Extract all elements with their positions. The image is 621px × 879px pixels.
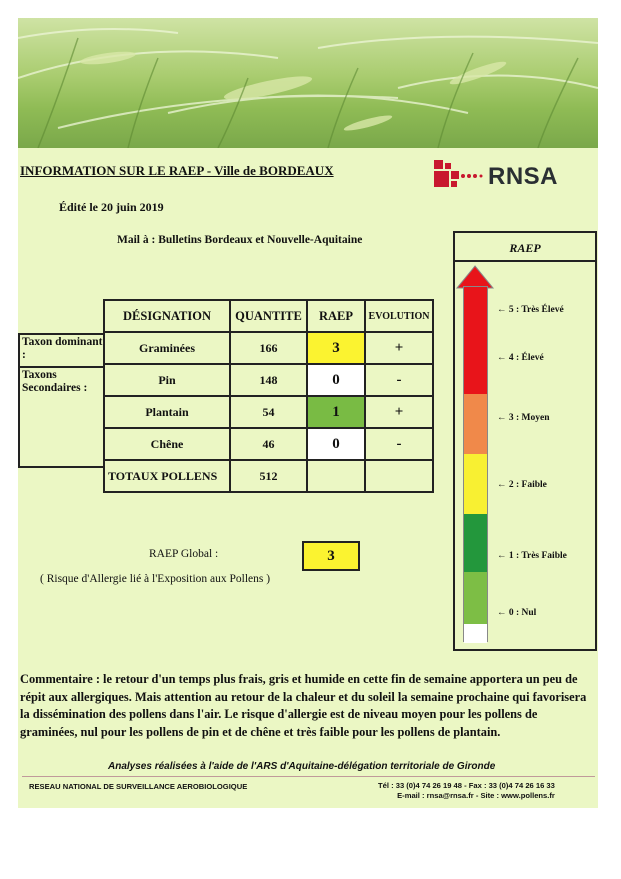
bar-level-1 [464,572,487,624]
bar-level-0 [464,624,487,643]
table-row [104,396,433,428]
row-raep: 3 [307,332,365,364]
table-total-row [104,460,433,492]
scale-level-2: ← 2 : Faible [497,480,547,490]
page-title: INFORMATION SUR LE RAEP - Ville de BORDEAUX [20,163,334,178]
table-row [104,332,433,364]
row-evolution: - [365,428,433,460]
scale-level-0: ← 0 : Nul [497,608,537,618]
bar-level-3 [464,454,487,514]
total-quantity: 512 [230,460,307,492]
scale-title: RAEP [509,241,541,255]
raep-color-bar [463,286,488,642]
row-raep: 0 [307,364,365,396]
row-quantity: 46 [230,428,307,460]
network-name: RESEAU NATIONAL DE SURVEILLANCE AEROBIOLOGIQUE [29,782,248,791]
comment-text: Commentaire : le retour d'un temps plus frais, gris et humide en cette fin de semaine apportera un peu de répit aux allergiques. Mais attention au retour de la chaleur et du soleil la semaine prochaine qui favorisera la dissémination des pollens dans l'air. Le risque d'allergie est de niveau moyen pour les pollens de graminées, nul pour les pollens de pin et de chêne et très faible pour les pollens de plantain. [20,672,587,739]
header-raep: RAEP [307,300,365,332]
row-raep: 0 [307,428,365,460]
row-quantity: 166 [230,332,307,364]
row-evolution: - [365,364,433,396]
total-evolution-empty [365,460,433,492]
total-label: TOTAUX POLLENS [104,460,230,492]
pollen-table [103,299,434,493]
header-designation: DÉSIGNATION [104,300,230,332]
bar-level-5 [464,287,487,356]
email-site: E-mail : rnsa@rnsa.fr - Site : www.pollens.fr [397,791,555,800]
header-quantite: QUANTITE [230,300,307,332]
row-name: Chêne [104,428,230,460]
scale-level-4: ← 4 : Élevé [497,353,544,363]
raep-global-label: RAEP Global : [149,548,219,560]
logo-text: RNSA [488,163,559,190]
scale-divider [455,260,595,262]
grass-banner-image [18,18,598,148]
table-header-row [104,300,433,332]
table-row [104,364,433,396]
scale-level-5: ← 5 : Très Élevé [497,305,564,315]
risk-subtitle: ( Risque d'Allergie lié à l'Exposition aux Pollens ) [40,573,271,585]
bar-level-5-lower [464,356,487,394]
raep-global-value: 3 [302,541,360,571]
analyses-note: Analyses réalisées à l'aide de l'ARS d'Aquitaine-délégation territoriale de Gironde [108,761,496,772]
row-evolution: + [365,396,433,428]
row-name: Graminées [104,332,230,364]
scale-level-1: ← 1 : Très Faible [497,551,567,561]
edition-date: Édité le 20 juin 2019 [59,200,164,214]
mail-line: Mail à : Bulletins Bordeaux et Nouvelle-Aquitaine [117,234,363,246]
table-row [104,428,433,460]
row-quantity: 54 [230,396,307,428]
total-raep-empty [307,460,365,492]
row-evolution: + [365,332,433,364]
header-evolution: EVOLUTION [365,300,433,332]
phone-fax: Tél : 33 (0)4 74 26 19 48 - Fax : 33 (0)4 74 26 16 33 [378,781,555,790]
bar-level-2 [464,514,487,572]
contact-info [378,781,555,801]
bar-level-4 [464,394,487,454]
taxon-dominant-label: Taxon dominant : [18,333,105,368]
taxons-secondaires-label: Taxons Secondaires : [18,368,105,468]
row-name: Pin [104,364,230,396]
row-name: Plantain [104,396,230,428]
scale-level-3: ← 3 : Moyen [497,413,550,423]
row-quantity: 148 [230,364,307,396]
footer-divider [22,776,595,777]
row-raep: 1 [307,396,365,428]
